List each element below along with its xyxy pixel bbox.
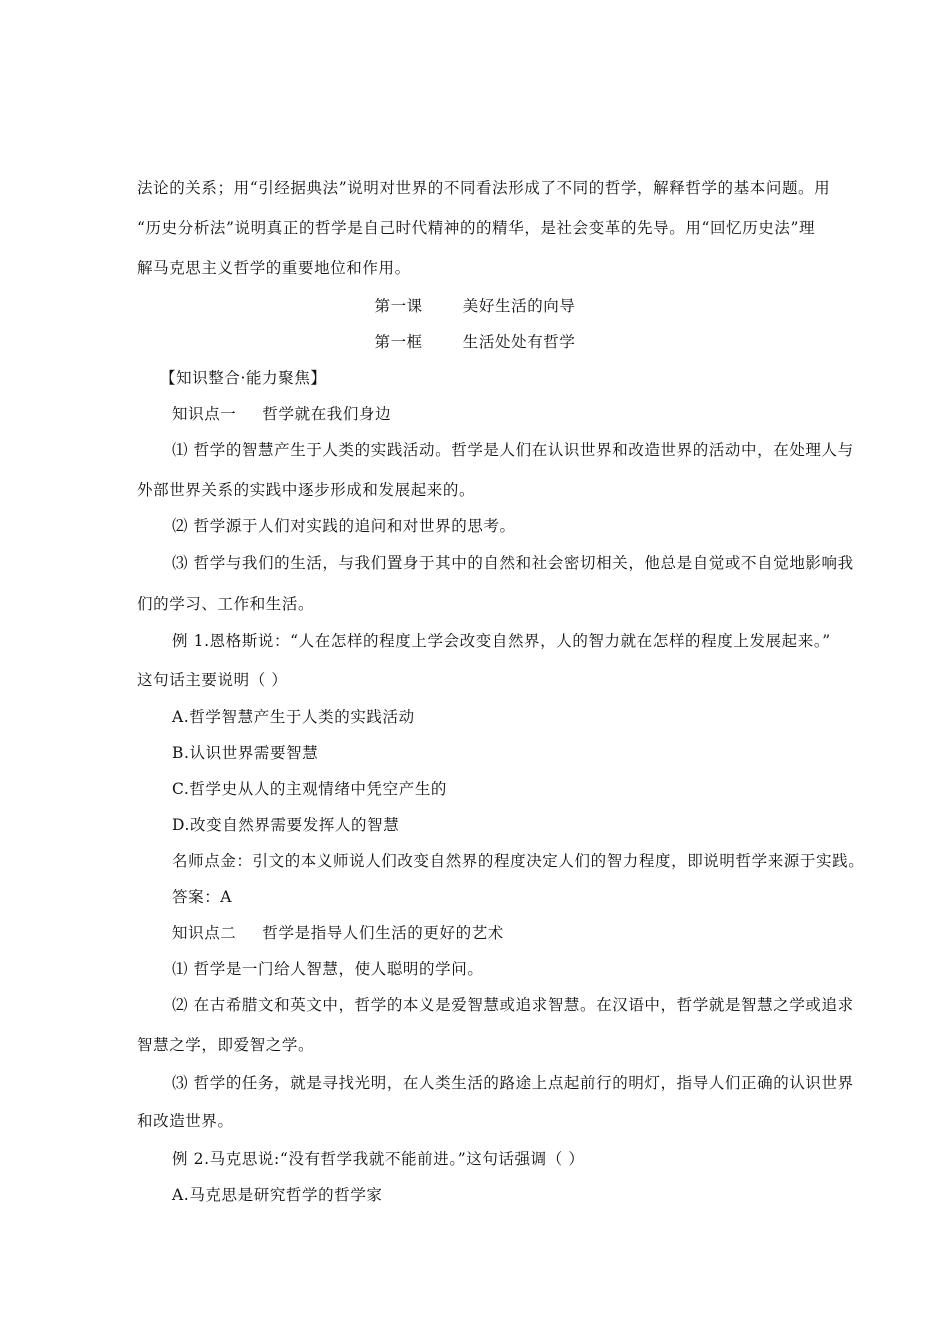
example-2-question: 例 2.马克思说:“没有哲学我就不能前进。”这句话强调（ ） [172, 1150, 585, 1168]
section-heading: 【知识整合·能力聚焦】 [160, 369, 327, 387]
intro-line-1: 法论的关系；用“引经据典法”说明对世界的不同看法形成了不同的哲学，解释哲学的基本问题。用 [137, 179, 831, 197]
lesson-heading [0, 295, 950, 317]
kp1-paragraph-3a: ⑶ 哲学与我们的生活，与我们置身于其中的自然和社会密切相关，他总是自觉或不自觉地影响我 [172, 554, 854, 572]
example-1-question-line-1: 例 1.恩格斯说：“人在怎样的程度上学会改变自然界，人的智力就在怎样的程度上发展起来。” [172, 632, 831, 650]
example-2-option-a: A.马克思是研究哲学的哲学家 [172, 1186, 383, 1204]
lesson-title: 美好生活的向导 [462, 297, 576, 315]
knowledge-point-2-heading [172, 922, 887, 944]
kp2-paragraph-3a: ⑶ 哲学的任务，就是寻找光明，在人类生活的路途上点起前行的明灯，指导人们正确的认识世界 [172, 1074, 854, 1092]
kp1-title: 哲学就在我们身边 [262, 405, 392, 423]
frame-heading [0, 331, 950, 353]
example-1-option-c: C.哲学史从人的主观情绪中凭空产生的 [172, 780, 448, 798]
example-1-teacher-tip: 名师点金：引文的本义师说人们改变自然界的程度决定人们的智力程度，即说明哲学来源于实践。 [172, 852, 865, 870]
kp1-paragraph-1a: ⑴ 哲学的智慧产生于人类的实践活动。哲学是人们在认识世界和改造世界的活动中，在处理人与 [172, 441, 854, 459]
example-1-option-a: A.哲学智慧产生于人类的实践活动 [172, 708, 415, 726]
example-1-option-b: B.认识世界需要智慧 [172, 744, 319, 762]
kp1-paragraph-1b: 外部世界关系的实践中逐步形成和发展起来的。 [137, 481, 476, 499]
kp1-paragraph-3b: 们的学习、工作和生活。 [137, 595, 315, 613]
kp1-paragraph-2: ⑵ 哲学源于人们对实践的追问和对世界的思考。 [172, 517, 516, 535]
kp2-paragraph-1: ⑴ 哲学是一门给人智慧，使人聪明的学问。 [172, 960, 484, 978]
kp2-paragraph-3b: 和改造世界。 [137, 1112, 234, 1130]
intro-line-3: 解马克思主义哲学的重要地位和作用。 [137, 259, 411, 277]
kp2-label: 知识点二 [172, 924, 237, 942]
kp2-paragraph-2b: 智慧之学，即爱智之学。 [137, 1036, 315, 1054]
frame-label: 第一框 [374, 333, 423, 351]
kp2-title: 哲学是指导人们生活的更好的艺术 [262, 924, 504, 942]
intro-line-2: “历史分析法”说明真正的哲学是自己时代精神的的精华，是社会变革的先导。用“回忆历史法”理 [137, 219, 816, 237]
kp1-label: 知识点一 [172, 405, 237, 423]
example-1-answer: 答案：A [172, 888, 233, 906]
frame-title: 生活处处有哲学 [462, 333, 576, 351]
kp2-paragraph-2a: ⑵ 在古希腊文和英文中，哲学的本义是爱智慧或追求智慧。在汉语中，哲学就是智慧之学或追求 [172, 996, 854, 1014]
example-1-option-d: D.改变自然界需要发挥人的智慧 [172, 816, 400, 834]
knowledge-point-1-heading [172, 403, 887, 425]
example-1-question-line-2: 这句话主要说明（ ） [137, 671, 288, 689]
lesson-label: 第一课 [374, 297, 423, 315]
